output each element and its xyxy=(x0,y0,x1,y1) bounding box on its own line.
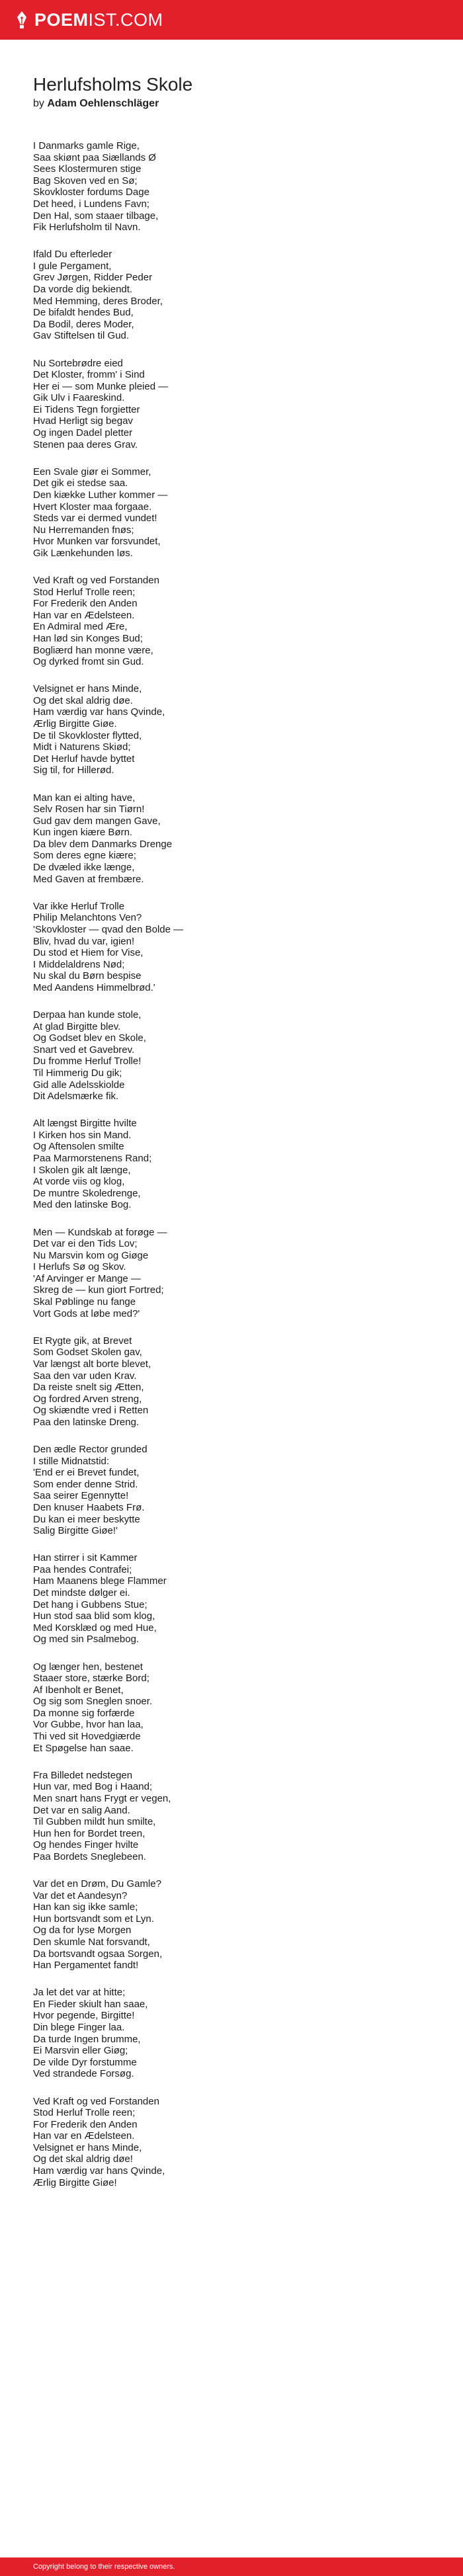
poem-line: Som ender denne Strid. xyxy=(33,1478,138,1490)
poem-line: Fik Herlufsholm til Navn. xyxy=(33,222,141,233)
poem-line: Hvad Herligt sig begav xyxy=(33,415,133,427)
poem-line: I Danmarks gamle Rige, xyxy=(33,140,140,151)
poem-line: Ja let det var at hitte; xyxy=(33,1987,126,1999)
poem-line: Ved Kraft og ved Forstanden xyxy=(33,575,159,586)
poem-line: Fra Billedet nedstegen xyxy=(33,1769,133,1781)
poem-line: En Fieder skiult han saae, xyxy=(33,1998,148,2010)
stanza xyxy=(33,792,430,886)
poem-line: Som Godset Skolen gav, xyxy=(33,1347,142,1358)
poem-line: Og det skal aldrig døe. xyxy=(33,694,133,706)
poem-line: Det mindste dølger ei. xyxy=(33,1587,130,1599)
poem-line: Gud gav dem mangen Gave, xyxy=(33,815,161,827)
poem-line: Bliv, hvad du var, igien! xyxy=(33,935,135,947)
poem-line: At glad Birgitte blev. xyxy=(33,1020,121,1032)
poem-line: Da Bodil, deres Moder, xyxy=(33,318,134,330)
top-bar xyxy=(0,0,463,40)
poem-line: Bag Skoven ved en Sø; xyxy=(33,175,138,187)
poem-line: Og dyrked fromt sin Gud. xyxy=(33,656,144,668)
poem-line: Med Aandens Himmelbrød.' xyxy=(33,981,155,993)
poem-line: Til Gubben mildt hun smilte, xyxy=(33,1816,156,1828)
poem-line: Ham Maanens blege Flammer xyxy=(33,1575,167,1587)
copyright-text: Copyright belong to their respective owners. xyxy=(33,2563,175,2571)
poem-line: Vor Gubbe, hvor han laa, xyxy=(33,1719,144,1731)
poem-line: Ei Marsvin eller Giøg; xyxy=(33,2045,128,2057)
poem-line: Og Aftensolen smilte xyxy=(33,1141,124,1153)
poem-line: Til Himmerig Du gik; xyxy=(33,1067,122,1079)
poem-line: 'End er ei Brevet fundet, xyxy=(33,1467,140,1479)
stanza xyxy=(33,358,430,451)
poem-line: De bifaldt hendes Bud, xyxy=(33,307,134,319)
poem-line: Og fordred Arven streng, xyxy=(33,1393,142,1405)
poem-line: Velsignet er hans Minde, xyxy=(33,683,142,695)
poem-line: Du kan ei meer beskytte xyxy=(33,1513,140,1525)
poem-line: Han var en Ædelsteen. xyxy=(33,2130,135,2142)
author-link[interactable]: Adam Oehlenschläger xyxy=(47,98,159,109)
poem-line: Stod Herluf Trolle reen; xyxy=(33,586,136,598)
poem-byline xyxy=(33,97,430,111)
poem-line: Bogliærd han monne være, xyxy=(33,644,153,656)
stanza xyxy=(33,2096,430,2189)
poem-line: Midt i Naturens Skiød; xyxy=(33,741,131,753)
poem-line: Vort Gods at løbe med?' xyxy=(33,1308,140,1319)
poem-line: I gule Pergament, xyxy=(33,260,112,272)
logo-text-light: IST.COM xyxy=(88,9,163,30)
site-logo[interactable] xyxy=(16,11,163,29)
poem-line: Stod Herluf Trolle reen; xyxy=(33,2107,136,2119)
poem-line: Snart ved et Gavebrev. xyxy=(33,1044,135,1056)
poem-line: Og skiændte vred i Retten xyxy=(33,1405,149,1417)
poem-line: Thi ved sit Hovedgiærde xyxy=(33,1731,141,1743)
poem-line: Staaer store, stærke Bord; xyxy=(33,1673,149,1684)
poem-line: Gik Lænkehunden løs. xyxy=(33,547,133,559)
poem-line: Nu Herremanden fnøs; xyxy=(33,524,134,536)
poem-line: I stille Midnatstid: xyxy=(33,1455,110,1467)
poem-line: Hvor pegende, Birgitte! xyxy=(33,2010,135,2022)
poem-line: Hun hen for Bordet treen, xyxy=(33,1827,146,1839)
poem-line: Ham værdig var hans Qvinde, xyxy=(33,2165,165,2177)
poem-line: Ved Kraft og ved Forstanden xyxy=(33,2095,159,2107)
poem-line: Dit Adelsmærke fik. xyxy=(33,1091,119,1102)
poem-line: Den knuser Haabets Frø. xyxy=(33,1501,145,1513)
poem-line: Det hang i Gubbens Stue; xyxy=(33,1599,147,1610)
poem-line: Det heed, i Lundens Favn; xyxy=(33,198,149,210)
poem-line: Han kan sig ikke samle; xyxy=(33,1901,138,1913)
poem-body xyxy=(33,140,430,2188)
poem-line: Alt længst Birgitte hvilte xyxy=(33,1118,137,1130)
poem-line: Og Godset blev en Skole, xyxy=(33,1032,146,1044)
poem-line: Ærlig Birgitte Giøe! xyxy=(33,2177,117,2188)
poem-line: Saa seirer Egennytte! xyxy=(33,1490,129,1502)
poem-line: Saa skiønt paa Siællands Ø xyxy=(33,151,156,163)
poem-line: I Herlufs Sø og Skov. xyxy=(33,1261,126,1273)
poem-content xyxy=(33,73,430,2204)
poem-line: Med Hemming, deres Broder, xyxy=(33,295,163,307)
poem-line: Du stod et Hiem for Vise, xyxy=(33,947,144,959)
poem-line: Hun stod saa blid som klog, xyxy=(33,1610,155,1622)
poem-line: Da bortsvandt ogsaa Sorgen, xyxy=(33,1948,163,1960)
stanza xyxy=(33,1335,430,1429)
logo-text-bold: POEM xyxy=(34,9,89,30)
poem-line: Han Pergamentet fandt! xyxy=(33,1960,139,1972)
stanza xyxy=(33,683,430,776)
poem-line: I Kirken hos sin Mand. xyxy=(33,1129,132,1141)
poem-line: Sees Klostermuren stige xyxy=(33,163,142,175)
poem-line: Stenen paa deres Grav. xyxy=(33,438,138,450)
stanza xyxy=(33,249,430,342)
poem-line: 'Skovkloster — qvad den Bolde — xyxy=(33,923,184,935)
poem-line: Og længer hen, bestenet xyxy=(33,1661,143,1673)
poem-line: At vorde viis og klog, xyxy=(33,1176,125,1188)
poem-line: 'Af Arvinger er Mange — xyxy=(33,1272,141,1284)
poem-line: De muntre Skoledrenge, xyxy=(33,1187,141,1199)
poem-line: Velsignet er hans Minde, xyxy=(33,2141,142,2153)
stanza xyxy=(33,1661,430,1755)
poem-line: Men — Kundskab at forøge — xyxy=(33,1226,167,1238)
poem-line: Ham værdig var hans Qvinde, xyxy=(33,706,165,718)
poem-line: Skovkloster fordums Dage xyxy=(33,187,149,198)
poem-title: Herlufsholms Skole xyxy=(33,74,193,95)
poem-line: Ei Tidens Tegn forgietter xyxy=(33,403,140,415)
poem-line: I Skolen gik alt længe, xyxy=(33,1164,131,1176)
poem-line: Med Korsklæd og med Hue, xyxy=(33,1622,157,1634)
poem-line: Hvert Kloster maa forgaae. xyxy=(33,501,152,513)
poem-line: Som deres egne kiære; xyxy=(33,850,136,862)
poem-line: Den Hal, som staaer tilbage, xyxy=(33,210,159,222)
poem-line: Paa hendes Contrafei; xyxy=(33,1563,132,1575)
poem-line: Nu Sortebrødre eied xyxy=(33,357,123,369)
stanza xyxy=(33,575,430,668)
poem-line: Gav Stiftelsen til Gud. xyxy=(33,330,130,342)
poem-line: Af Ibenholt er Benet, xyxy=(33,1684,124,1696)
poem-line: Philip Melanchtons Ven? xyxy=(33,912,142,924)
poem-line: Skreg de — kun giort Fortred; xyxy=(33,1284,164,1296)
poem-line: Et Rygte gik, at Brevet xyxy=(33,1335,132,1347)
poem-line: Paa Marmorstenens Rand; xyxy=(33,1153,152,1165)
poem-line: Salig Birgitte Giøe!' xyxy=(33,1525,118,1537)
poem-line: Den skumle Nat forsvandt, xyxy=(33,1936,150,1948)
poem-line: Da monne sig forfærde xyxy=(33,1707,135,1719)
poem-line: Du fromme Herluf Trolle! xyxy=(33,1056,142,1067)
poem-line: Da blev dem Danmarks Drenge xyxy=(33,838,173,850)
stanza xyxy=(33,1770,430,1863)
poem-line: Den kiække Luther kommer — xyxy=(33,489,168,501)
poem-line: Hvor Munken var forsvundet, xyxy=(33,536,161,548)
poem-line: Og da for lyse Morgen xyxy=(33,1925,132,1936)
poem-line: Og med sin Psalmebog. xyxy=(33,1634,140,1645)
poem-line: Ærlig Birgitte Giøe. xyxy=(33,718,117,730)
poem-line: Saa den var uden Krav. xyxy=(33,1370,137,1382)
poem-line: Steds var ei dermed vundet! xyxy=(33,513,157,524)
poem-line: Og ingen Dadel pletter xyxy=(33,427,133,439)
poem-line: Var det en Drøm, Du Gamle? xyxy=(33,1878,161,1890)
poem-line: Nu Marsvin kom og Giøge xyxy=(33,1249,149,1261)
poem-line: Da vorde dig bekiendt. xyxy=(33,284,133,296)
poem-line: Og sig som Sneglen snoer. xyxy=(33,1696,153,1708)
poem-line: Paa den latinske Dreng. xyxy=(33,1416,140,1428)
poem-line: Var det et Aandesyn? xyxy=(33,1890,128,1901)
poem-line: Man kan ei alting have, xyxy=(33,792,136,804)
poem-line: Med Gaven at frembære. xyxy=(33,873,144,885)
poem-line: Gid alle Adelsskiolde xyxy=(33,1079,125,1091)
poem-line: Var ikke Herluf Trolle xyxy=(33,900,125,912)
poem-line: Og hendes Finger hvilte xyxy=(33,1839,139,1851)
pen-nib-icon xyxy=(16,11,28,28)
poem-line: De dvæled ikke længe, xyxy=(33,862,135,874)
poem-line: I Middelaldrens Nød; xyxy=(33,958,125,970)
poem-line: Men snart hans Frygt er vegen, xyxy=(33,1792,171,1804)
poem-line: Han lød sin Konges Bud; xyxy=(33,632,143,644)
poem-line: Kun ingen kiære Børn. xyxy=(33,827,133,839)
poem-line: Den ædle Rector grunded xyxy=(33,1444,147,1455)
stanza xyxy=(33,901,430,994)
poem-line: Med den latinske Bog. xyxy=(33,1199,132,1211)
stanza xyxy=(33,140,430,233)
stanza xyxy=(33,1878,430,1972)
poem-line: Var længst alt borte blevet, xyxy=(33,1358,151,1370)
poem-line: De til Skovkloster flytted, xyxy=(33,729,142,741)
poem-line: Derpaa han kunde stole, xyxy=(33,1009,142,1020)
poem-line: Han stirrer i sit Kammer xyxy=(33,1552,138,1564)
poem-line: Paa Bordets Sneglebeen. xyxy=(33,1850,146,1862)
poem-line: Sig til, for Hillerød. xyxy=(33,765,114,776)
poem-line: Ved strandede Forsøg. xyxy=(33,2068,134,2080)
poem-line: Da reiste snelt sig Ætten, xyxy=(33,1382,144,1393)
poem-line: Hun var, med Bog i Haand; xyxy=(33,1781,153,1793)
byline-prefix: by xyxy=(33,98,48,109)
poem-line: Og det skal aldrig døe! xyxy=(33,2153,133,2165)
stanza xyxy=(33,1444,430,1537)
poem-line: Det var en salig Aand. xyxy=(33,1804,130,1816)
poem-line: De vilde Dyr forstumme xyxy=(33,2056,137,2068)
poem-line: Det Herluf havde byttet xyxy=(33,753,135,765)
poem-line: Hun bortsvandt som et Lyn. xyxy=(33,1913,154,1925)
poem-line: Det Kloster, fromm' i Sind xyxy=(33,369,145,381)
stanza xyxy=(33,466,430,560)
poem-line: Skal Pøblinge nu fange xyxy=(33,1296,136,1308)
stanza xyxy=(33,1227,430,1320)
poem-line: Grev Jørgen, Ridder Peder xyxy=(33,272,153,284)
poem-line: Det var ei den Tids Lov; xyxy=(33,1238,138,1250)
logo-text xyxy=(34,11,163,29)
poem-line: Din blege Finger laa. xyxy=(33,2022,125,2034)
footer-bar xyxy=(0,2557,463,2576)
poem-line: For Frederik den Anden xyxy=(33,2118,138,2130)
poem-line: Det gik ei stedse saa. xyxy=(33,478,128,489)
poem-line: Han var en Ædelsteen. xyxy=(33,609,135,621)
poem-line: Da turde Ingen brumme, xyxy=(33,2033,141,2045)
stanza xyxy=(33,1552,430,1645)
poem-line: Nu skal du Børn bespise xyxy=(33,970,142,982)
poem-line: Selv Rosen har sin Tiørn! xyxy=(33,804,145,815)
poem-line: En Admiral med Ære, xyxy=(33,621,128,633)
stanza xyxy=(33,1009,430,1102)
stanza xyxy=(33,1987,430,2080)
poem-line: Et Spøgelse han saae. xyxy=(33,1742,134,1754)
stanza xyxy=(33,1118,430,1211)
poem-line: Ifald Du efterleder xyxy=(33,249,112,261)
poem-line: Gik Ulv i Faareskind. xyxy=(33,392,125,404)
poem-line: Een Svale giør ei Sommer, xyxy=(33,466,151,478)
poem-line: Her ei — som Munke pleied — xyxy=(33,380,169,392)
poem-line: For Frederik den Anden xyxy=(33,598,138,610)
